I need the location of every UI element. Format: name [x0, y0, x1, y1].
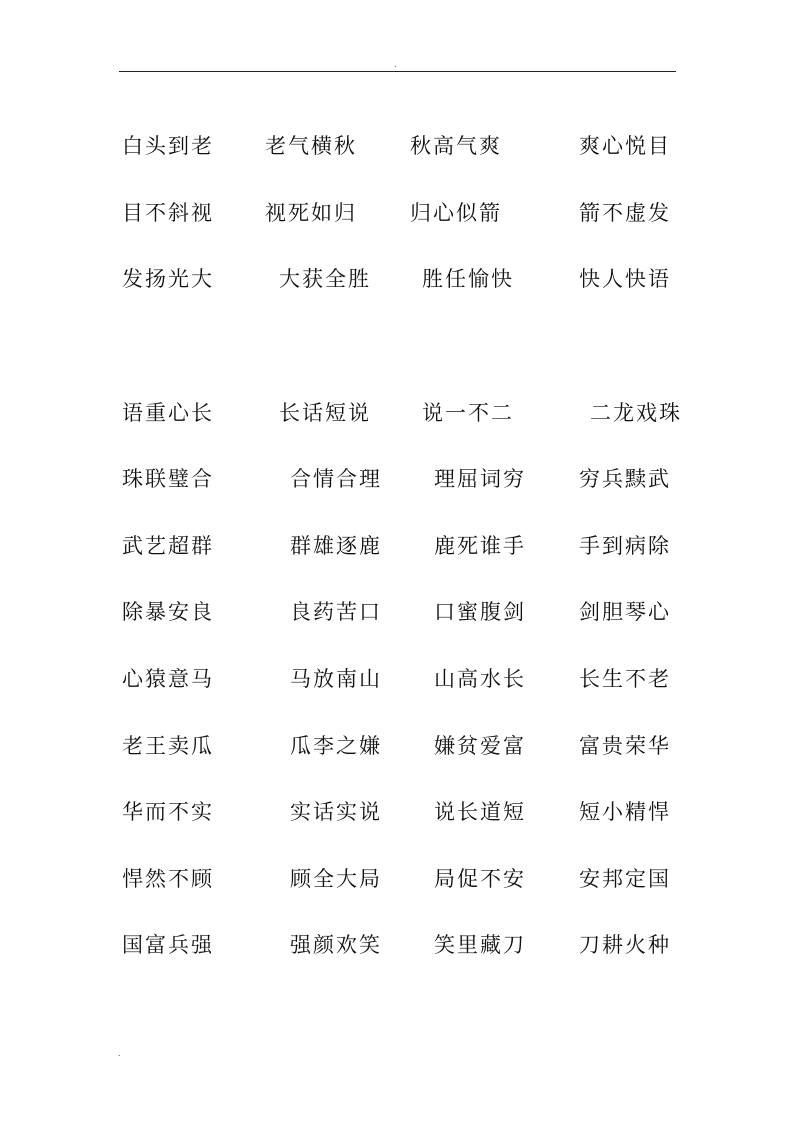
idiom: 安邦定国 — [579, 867, 671, 891]
idiom: 富贵荣华 — [579, 734, 671, 758]
idiom: 归心似箭 — [410, 201, 502, 225]
idiom: 口蜜腹剑 — [434, 600, 526, 624]
idiom: 语重心长 — [122, 401, 214, 425]
idiom: 理屈词穷 — [434, 467, 526, 491]
idiom: 秋高气爽 — [410, 134, 502, 158]
idiom: 长生不老 — [579, 667, 671, 691]
idiom: 二龙戏珠 — [590, 401, 682, 425]
idiom: 除暴安良 — [122, 600, 214, 624]
idiom: 局促不安 — [434, 867, 526, 891]
idiom: 短小精悍 — [579, 800, 671, 824]
header-rule — [119, 71, 676, 72]
idiom: 瓜李之嫌 — [290, 734, 382, 758]
idiom: 老气横秋 — [265, 134, 357, 158]
idiom: 心猿意马 — [122, 667, 214, 691]
idiom: 穷兵黩武 — [579, 467, 671, 491]
header-mark: . — [394, 60, 397, 69]
idiom: 手到病除 — [579, 534, 671, 558]
idiom: 发扬光大 — [122, 267, 214, 291]
idiom: 嫌贫爱富 — [434, 734, 526, 758]
idiom: 武艺超群 — [122, 534, 214, 558]
idiom: 华而不实 — [122, 800, 214, 824]
idiom: 快人快语 — [579, 267, 671, 291]
idiom: 说一不二 — [422, 401, 514, 425]
idiom: 良药苦口 — [290, 600, 382, 624]
idiom: 胜任愉快 — [422, 267, 514, 291]
idiom: 强颜欢笑 — [290, 933, 382, 957]
idiom: 视死如归 — [265, 201, 357, 225]
idiom: 说长道短 — [434, 800, 526, 824]
idiom: 目不斜视 — [122, 201, 214, 225]
idiom: 珠联璧合 — [122, 467, 214, 491]
idiom: 笑里藏刀 — [434, 933, 526, 957]
idiom: 长话短说 — [279, 401, 371, 425]
idiom: 箭不虚发 — [579, 201, 671, 225]
idiom: 刀耕火种 — [579, 933, 671, 957]
idiom: 白头到老 — [122, 134, 214, 158]
idiom: 山高水长 — [434, 667, 526, 691]
idiom: 鹿死谁手 — [434, 534, 526, 558]
footer-mark: . — [118, 1049, 121, 1058]
idiom: 群雄逐鹿 — [290, 534, 382, 558]
idiom: 大获全胜 — [279, 267, 371, 291]
idiom: 剑胆琴心 — [579, 600, 671, 624]
idiom: 实话实说 — [290, 800, 382, 824]
idiom: 爽心悦目 — [579, 134, 671, 158]
idiom: 马放南山 — [290, 667, 382, 691]
idiom: 老王卖瓜 — [122, 734, 214, 758]
idiom: 悍然不顾 — [122, 867, 214, 891]
idiom: 国富兵强 — [122, 933, 214, 957]
idiom: 合情合理 — [290, 467, 382, 491]
idiom: 顾全大局 — [290, 867, 382, 891]
